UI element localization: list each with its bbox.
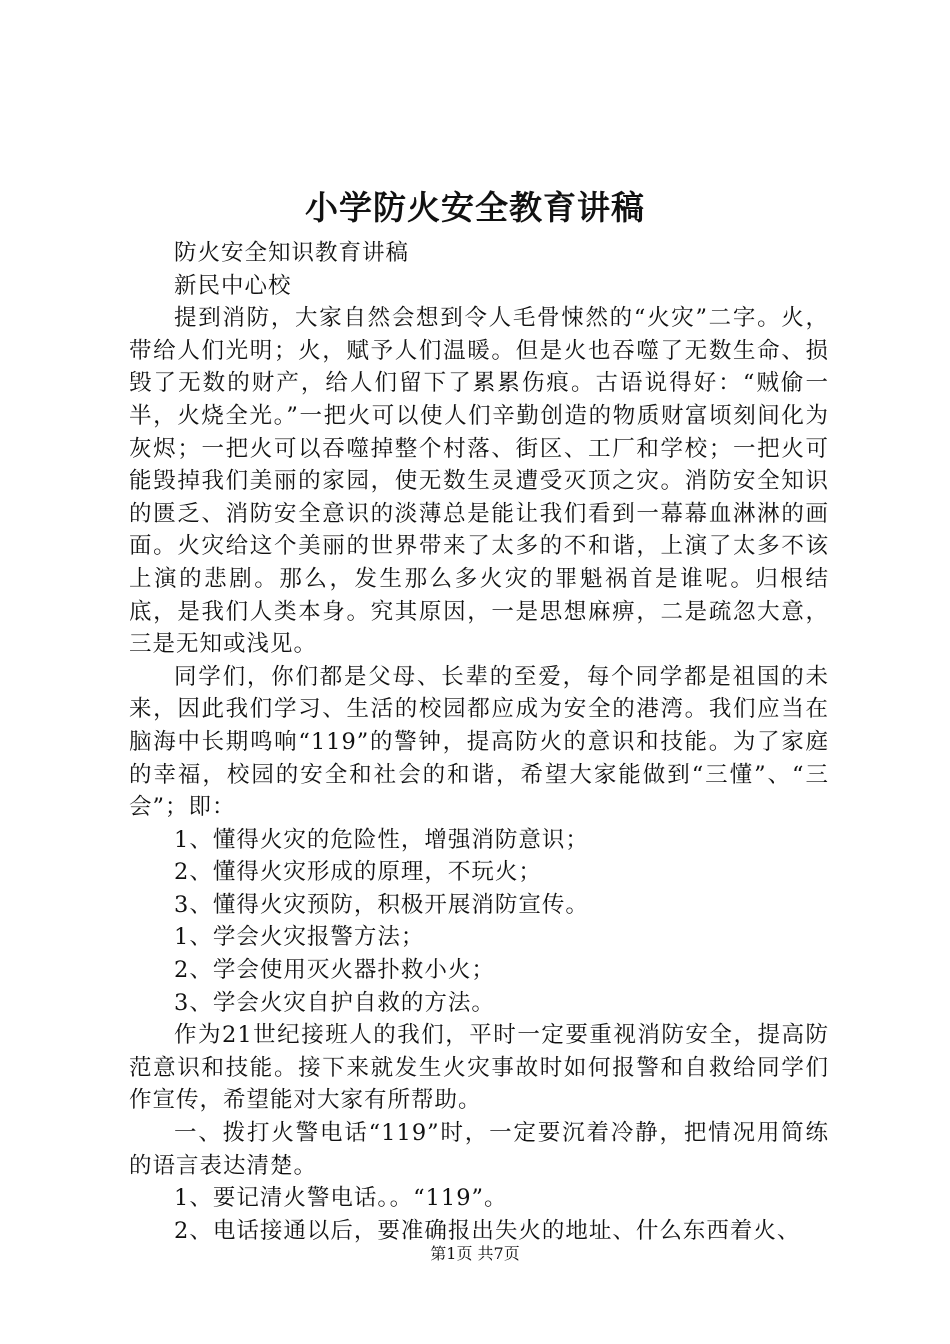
list-item: 1、懂得火灾的危险性，增强消防意识；	[174, 826, 589, 853]
paragraph: 新民中心校	[174, 272, 292, 299]
page-footer: 第1页 共7页	[430, 1244, 520, 1263]
paragraph: 防火安全知识教育讲稿	[174, 240, 410, 266]
list-item: 3、学会火灾自护自救的方法。	[174, 989, 495, 1016]
document-body	[129, 237, 829, 1247]
list-item: 1、学会火灾报警方法；	[174, 924, 425, 951]
list-item: 2、学会使用灭火器扑救小火；	[174, 957, 495, 984]
document-title: 小学防火安全教育讲稿	[305, 188, 645, 227]
paragraph: 作为21世纪接班人的我们，平时一定要重视消防安全，提高防范意识和技能。接下来就发生火灾事故时如何报警和自救给同学们作宣传，希望能对大家有所帮助。	[129, 1022, 829, 1114]
paragraph: 一、拨打火警电话“119”时，一定要沉着冷静，把情况用简练的语言表达清楚。	[129, 1120, 829, 1179]
list-item: 3、懂得火灾预防，积极开展消防宣传。	[174, 891, 589, 918]
paragraph: 提到消防，大家自然会想到令人毛骨悚然的“火灾”二字。火，带给人们光明；火，赋予人们温暖。但是火也吞噬了无数生命、损毁了无数的财产，给人们留下了累累伤痕。古语说得好：“贼偷一半，火烧全光。”一把火可以使人们辛勤创造的物质财富顷刻间化为灰烬；一把火可以吞噬掉整个村落、街区、工厂和学校；一把火可能毁掉我们美丽的家园，使无数生灵遭受灭顶之灾。消防安全知识的匮乏、消防安全意识的淡薄总是能让我们看到一幕幕血淋淋的画面。火灾给这个美丽的世界带来了太多的不和谐，上演了太多不该上演的悲剧。那么，发生那么多火灾的罪魁祸首是谁呢。归根结底，是我们人类本身。究其原因，一是思想麻痹，二是疏忽大意，三是无知或浅见。	[129, 305, 829, 658]
paragraph: 同学们，你们都是父母、长辈的至爱，每个同学都是祖国的未来，因此我们学习、生活的校园都应成为安全的港湾。我们应当在脑海中长期鸣响“119”的警钟，提高防火的意识和技能。为了家庭的幸福，校园的安全和社会的和谐，希望大家能做到“三懂”、“三会”；即：	[129, 663, 829, 821]
list-item: 2、懂得火灾形成的原理，不玩火；	[174, 859, 542, 886]
list-item: 1、要记清火警电话。。“119”。	[174, 1185, 508, 1212]
list-item: 2、电话接通以后，要准确报出失火的地址、什么东西着火、	[174, 1217, 801, 1244]
